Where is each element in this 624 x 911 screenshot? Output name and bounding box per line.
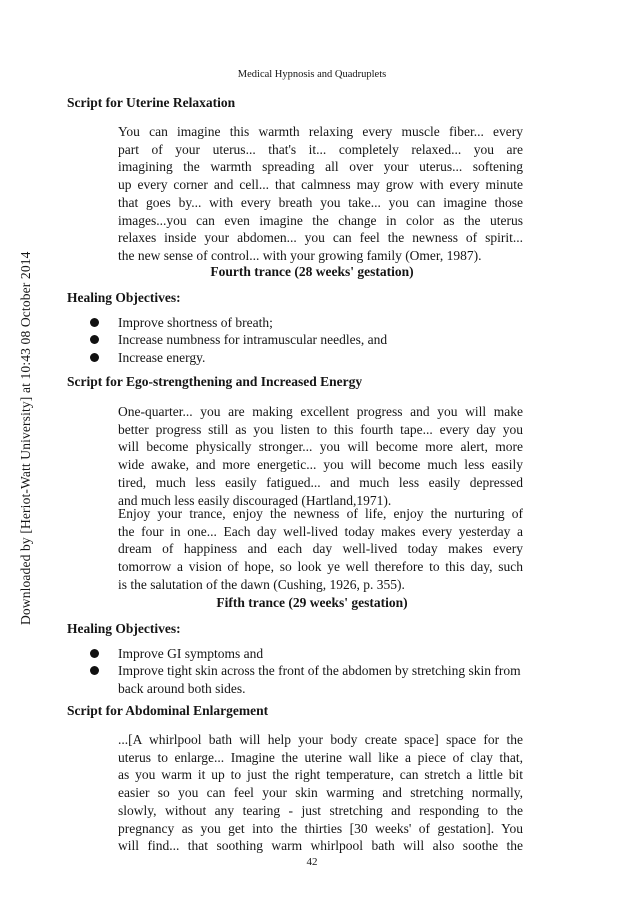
paragraph-line: tired, much less easily fatigued... and much less easily depressed (118, 474, 523, 490)
paragraph-line: dream of happiness and each day well-lived today makes every (118, 541, 523, 557)
running-head: Medical Hypnosis and Quadruplets (237, 69, 387, 80)
list-item: back around both sides. (118, 680, 246, 696)
page-number: 42 (306, 856, 318, 868)
paragraph-line: that goes by... with every breath you take... you can imagine those (118, 194, 523, 210)
list-item: Improve shortness of breath; (88, 314, 387, 331)
paragraph-line: wide awake, and more energetic... you will become much less easily (118, 457, 523, 473)
paragraph-line: better progress still as you listen to this fourth tape... every day you (118, 421, 523, 437)
paragraph-line: uterus to enlarge... Imagine the uterine wall like a piece of clay that, (118, 749, 523, 765)
download-watermark: Downloaded by [Heriot-Watt University] at 10:43 08 October 2014 (18, 251, 33, 625)
healing-objectives-heading-1: Healing Objectives: (67, 290, 181, 305)
bullet-icon (90, 353, 99, 362)
paragraph-line: imagining the warmth spreading all over your uterus... softening (118, 159, 523, 175)
bullet-icon (90, 318, 99, 327)
paragraph-line: Enjoy your trance, enjoy the newness of life, enjoy the nurturing of (118, 506, 523, 521)
list-item: Improve tight skin across the front of the abdomen by stretching skin from (88, 662, 521, 679)
bullet-icon (90, 335, 99, 344)
paragraph-line: One-quarter... you are making excellent progress and you will make (118, 404, 523, 419)
list-item: Improve GI symptoms and (88, 645, 521, 662)
bullet-icon (90, 666, 99, 675)
paragraph-line: as you warm it up to just the right temperature, can stretch a little bit (118, 767, 523, 783)
paragraph-line: slowly, without any tearing - just stretching and responding to the (118, 802, 523, 818)
paragraph-line: will find... that soothing warm whirlpool bath will also soothe the (118, 838, 523, 854)
list-item: Increase energy. (88, 349, 387, 366)
paragraph-line: ...[A whirlpool bath will help your body create space] space for the (118, 732, 523, 747)
abdominal-enlargement-heading: Script for Abdominal Enlargement (67, 703, 269, 718)
fifth-trance-heading: Fifth trance (29 weeks' gestation) (216, 595, 408, 610)
paragraph-line: part of your uterus... that's it... completely relaxed... you are (118, 141, 523, 157)
paragraph-line: will become physically stronger... you will become more alert, more (118, 439, 523, 455)
healing-objectives-list-1 (88, 314, 387, 366)
ego-strengthening-paragraph (118, 403, 523, 509)
abdominal-enlargement-paragraph (118, 731, 523, 855)
healing-objectives-list-2 (88, 645, 521, 697)
paragraph-line: the new sense of control... with your growing family (Omer, 1987). (118, 247, 482, 263)
paragraph-line: images...you can even imagine the change in color as the uterus (118, 212, 523, 228)
healing-objectives-heading-2: Healing Objectives: (67, 621, 181, 636)
ego-strengthening-heading: Script for Ego-strengthening and Increased Energy (67, 374, 363, 389)
paragraph-line: the four in one... Each day well-lived today makes every yesterday a (118, 523, 523, 539)
enjoy-trance-paragraph (118, 505, 523, 594)
uterine-relaxation-heading: Script for Uterine Relaxation (67, 95, 236, 110)
bullet-icon (90, 649, 99, 658)
fourth-trance-heading: Fourth trance (28 weeks' gestation) (210, 264, 414, 279)
paragraph-line: tomorrow a vision of hope, so look ye well therefore to this day, such (118, 559, 523, 575)
paragraph-line: is the salutation of the dawn (Cushing, 1926, p. 355). (118, 576, 405, 592)
paragraph-line: easier so you can feel your skin warming and stretching normally, (118, 785, 523, 801)
paragraph-line: You can imagine this warmth relaxing every muscle fiber... every (118, 124, 523, 139)
paragraph-line: and much less easily discouraged (Hartland,1971). (118, 492, 392, 508)
paragraph-line: up every corner and cell... that calmness may grow with every minute (118, 177, 523, 193)
paragraph-line: relaxes inside your abdomen... you can feel the newness of spirit... (118, 230, 523, 246)
uterine-relaxation-paragraph (118, 123, 523, 265)
list-item: Increase numbness for intramuscular needles, and (88, 331, 387, 348)
paragraph-line: pregnancy as you get into the thirties [30 weeks' of gestation]. You (118, 820, 523, 836)
